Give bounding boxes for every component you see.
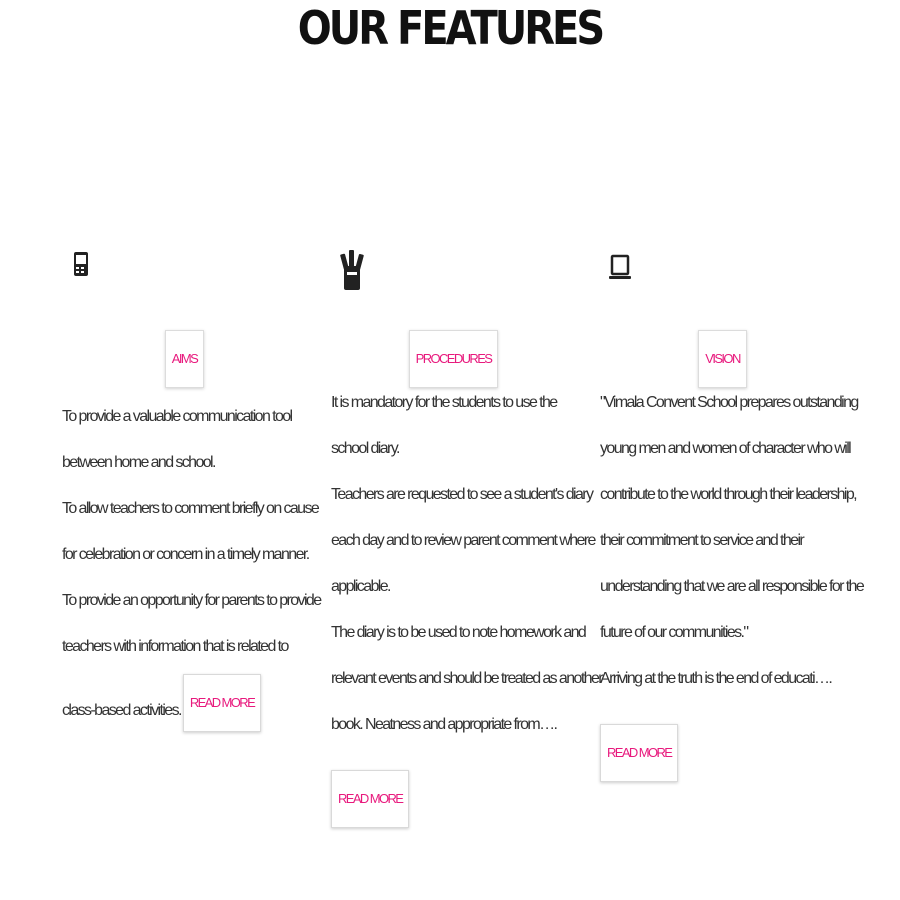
text-line: "Vimala Convent School prepares outstanding (600, 394, 858, 411)
text-line: young men and women of character who will (600, 440, 851, 457)
feature-card-vision (600, 240, 864, 782)
text-line: The diary is to be used to note homework and (331, 624, 586, 641)
procedures-read-more-button[interactable]: READ MORE (331, 770, 409, 828)
text-line: applicable. (331, 578, 390, 595)
text-line: relevant events and should be treated as another (331, 670, 602, 687)
aims-tag-button[interactable]: AIMS (165, 330, 204, 388)
aims-description (62, 394, 321, 740)
text-line: To provide a valuable communication tool (62, 408, 292, 425)
vision-description (600, 380, 864, 702)
laptop-icon (600, 240, 845, 300)
section-title: OUR FEATURES (297, 2, 603, 56)
text-line: their commitment to service and their (600, 532, 804, 549)
vision-tag-button[interactable]: VISION (698, 330, 746, 388)
procedures-tag-button[interactable]: PROCEDURES (409, 330, 499, 388)
text-line: understanding that we are all responsible for the (600, 578, 864, 595)
text-line: future of our communities." (600, 624, 748, 641)
text-line: class-based activities. (62, 702, 181, 720)
feature-card-aims (62, 240, 321, 740)
text-line: teachers with information that is related to (62, 638, 288, 655)
mobile-phone-icon (62, 240, 307, 300)
aims-read-more-button[interactable]: READ MORE (183, 674, 261, 732)
vision-read-more-button[interactable]: READ MORE (600, 724, 678, 782)
text-line: between home and school. (62, 454, 215, 471)
feature-card-procedures (331, 240, 602, 828)
text-line: contribute to the world through their leadership, (600, 486, 857, 503)
text-line: Arriving at the truth is the end of educati…. (600, 670, 832, 687)
text-line: book. Neatness and appropriate from…. (331, 716, 557, 733)
text-line: To allow teachers to comment briefly on cause (62, 500, 319, 517)
text-line: To provide an opportunity for parents to provide (62, 592, 321, 609)
tools-icon (331, 240, 576, 300)
text-line: for celebration or concern in a timely manner. (62, 546, 309, 563)
procedures-description (331, 380, 602, 748)
text-line: each day and to review parent comment where (331, 532, 595, 549)
text-line: It is mandatory for the students to use the (331, 394, 557, 411)
text-line: school diary. (331, 440, 399, 457)
text-line: Teachers are requested to see a student's diary (331, 486, 593, 503)
